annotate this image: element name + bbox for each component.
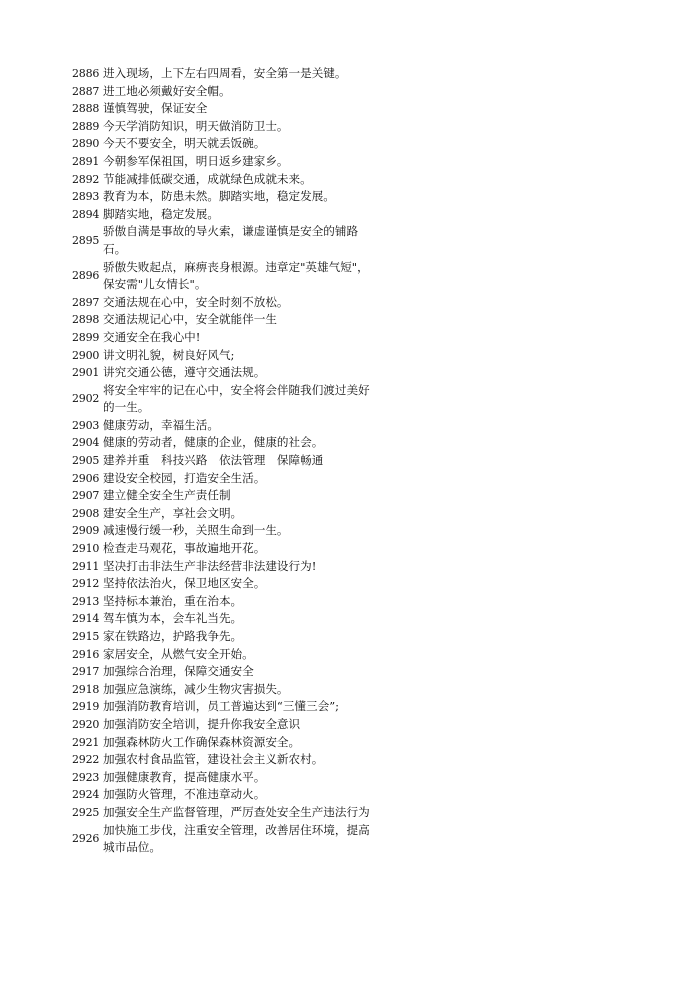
- list-item: [72, 540, 372, 558]
- entry-text: 进工地必须戴好安全帽。: [103, 83, 231, 98]
- entry-text: 加强健康教育，提高健康水平。: [103, 769, 266, 784]
- entry-number: 2903: [72, 418, 100, 432]
- entry-number: 2924: [72, 788, 100, 802]
- list-item: [72, 804, 372, 822]
- entry-text: 交通法规在心中，安全时刻不放松。: [103, 294, 289, 309]
- entry-number: 2897: [72, 295, 100, 309]
- entry-number: 2890: [72, 137, 100, 151]
- list-item: [72, 311, 372, 329]
- list-item: [72, 681, 372, 699]
- entry-text: 进入现场，上下左右四周看，安全第一是关键。: [103, 66, 347, 80]
- list-item: [72, 329, 372, 347]
- list-item: [72, 118, 372, 136]
- list-item: [72, 734, 372, 752]
- entry-number: 2926: [72, 832, 100, 846]
- entry-text: 交通安全在我心中!: [103, 329, 201, 344]
- entry-text: 检查走马观花，事故遍地开花。: [103, 541, 266, 556]
- entry-number: 2904: [72, 436, 100, 450]
- entry-text: 节能减排低碳交通，成就绿色成就未来。: [103, 171, 312, 186]
- list-item: [72, 135, 372, 153]
- entry-number: 2891: [72, 154, 100, 168]
- list-item: [72, 206, 372, 224]
- entry-text: 脚踏实地，稳定发展。: [103, 206, 219, 221]
- entry-number: 2921: [72, 735, 100, 749]
- entry-text: 交通法规记心中，安全就能伴一生: [103, 312, 277, 327]
- entry-number: 2906: [72, 471, 100, 485]
- list-item: [72, 646, 372, 664]
- list-item: [72, 259, 372, 294]
- entry-text: 加强消防安全培训，提升你我安全意识: [103, 716, 301, 731]
- entry-number: 2912: [72, 577, 100, 591]
- list-item: [72, 698, 372, 716]
- entry-number: 2911: [72, 559, 100, 573]
- entry-text: 建安全生产，享社会文明。: [103, 505, 243, 520]
- entry-text: 骄傲失败起点，麻痹丧身根源。违章定"英雄气短"，保安需"儿女情长"。: [103, 259, 369, 292]
- entry-number: 2888: [72, 102, 100, 116]
- entry-number: 2898: [72, 313, 100, 327]
- list-item: [72, 558, 372, 576]
- list-item: [72, 347, 372, 365]
- list-item: [72, 223, 372, 258]
- entry-text: 坚持依法治火，保卫地区安全。: [103, 576, 266, 591]
- entry-number: 2909: [72, 524, 100, 538]
- entry-text: 坚持标本兼治，重在治本。: [103, 593, 243, 608]
- entry-text: 健康劳动，幸福生活。: [103, 417, 219, 432]
- entry-number: 2894: [72, 207, 100, 221]
- entry-number: 2917: [72, 665, 100, 679]
- entry-number: 2918: [72, 682, 100, 696]
- entry-text: 建设安全校园，打造安全生活。: [103, 470, 266, 485]
- entry-number: 2915: [72, 630, 100, 643]
- entry-text: 驾车慎为本，会车礼当先。: [103, 611, 243, 626]
- entry-text: 加强森林防火工作确保森林资源安全。: [103, 734, 301, 749]
- entry-text: 今天不要安全，明天就丢饭碗。: [103, 136, 266, 151]
- entry-text: 教育为本，防患未然。脚踏实地，稳定发展。: [103, 189, 335, 204]
- entry-text: 坚决打击非法生产非法经营非法建设行为!: [103, 558, 317, 573]
- entry-number: 2916: [72, 647, 100, 661]
- entry-text: 减速慢行缓一秒，关照生命到一生。: [103, 523, 289, 538]
- entry-number: 2908: [72, 506, 100, 520]
- list-item: [72, 65, 372, 83]
- entry-number: 2923: [72, 770, 100, 784]
- entry-number: 2910: [72, 542, 100, 556]
- entry-number: 2893: [72, 190, 100, 204]
- entry-number: 2920: [72, 717, 100, 731]
- entry-number: 2907: [72, 489, 100, 503]
- list-item: [72, 822, 372, 857]
- entry-text: 加强应急演练，减少生物灾害损失。: [103, 681, 289, 696]
- list-item: [72, 153, 372, 171]
- list-item: [72, 364, 372, 382]
- entry-text: 今天学消防知识，明天做消防卫士。: [103, 118, 289, 133]
- list-item: [72, 83, 372, 101]
- list-item: [72, 434, 372, 452]
- entry-number: 2914: [72, 612, 100, 626]
- list-item: [72, 593, 372, 611]
- entry-number: 2896: [72, 269, 100, 283]
- entry-number: 2905: [72, 454, 100, 468]
- entry-text: 加强防火管理，不准违章动火。: [103, 787, 266, 802]
- list-item: [72, 716, 372, 734]
- list-item: [72, 522, 372, 540]
- list-item: [72, 100, 372, 118]
- entry-text: 加强安全生产监督管理，严厉查处安全生产违法行为: [103, 804, 370, 819]
- list-item: [72, 294, 372, 312]
- list-item: [72, 382, 372, 417]
- entry-number: 2889: [72, 119, 100, 133]
- entry-number: 2925: [72, 805, 100, 819]
- entry-number: 2902: [72, 392, 100, 406]
- entry-number: 2913: [72, 594, 100, 608]
- entry-text: 加强农村食品监管，建设社会主义新农村。: [103, 752, 324, 767]
- entry-number: 2886: [72, 67, 100, 80]
- list-item: [72, 628, 372, 646]
- entry-text: 加快施工步伐，注重安全管理，改善居住环境，提高城市品位。: [103, 822, 370, 855]
- list-item: [72, 188, 372, 206]
- list-item: [72, 452, 372, 470]
- entry-number: 2895: [72, 234, 100, 248]
- entry-text: 谨慎驾驶，保证安全: [103, 101, 208, 116]
- list-item: [72, 610, 372, 628]
- entry-number: 2900: [72, 348, 100, 362]
- entry-text: 今朝参军保祖国，明日返乡建家乡。: [103, 153, 289, 168]
- list-item: [72, 487, 372, 505]
- entry-number: 2899: [72, 330, 100, 344]
- list-item: [72, 470, 372, 488]
- entry-text: 骄傲自满是事故的导火索，谦虚谨慎是安全的铺路石。: [103, 224, 359, 256]
- entry-number: 2887: [72, 84, 100, 98]
- list-item: [72, 786, 372, 804]
- entry-text: 加强消防教育培训，员工普遍达到“三懂三会”;: [103, 699, 340, 714]
- entry-text: 讲文明礼貌，树良好风气;: [103, 347, 235, 362]
- entry-text: 家在铁路边，护路我争先。: [103, 629, 243, 643]
- entry-text: 将安全牢牢的记在心中，安全将会伴随我们渡过美好的一生。: [103, 382, 370, 415]
- entry-text: 家居安全，从燃气安全开始。: [103, 646, 254, 661]
- entry-number: 2919: [72, 700, 100, 714]
- list-item: [72, 663, 372, 681]
- entry-number: 2922: [72, 753, 100, 767]
- list-item: [72, 769, 372, 787]
- list-item: [72, 171, 372, 189]
- entry-text: 健康的劳动者，健康的企业，健康的社会。: [103, 435, 324, 450]
- entry-number: 2901: [72, 366, 100, 380]
- entry-number: 2892: [72, 172, 100, 186]
- entry-text: 加强综合治理，保障交通安全: [103, 664, 254, 679]
- entry-text: 建立健全安全生产责任制: [103, 488, 231, 503]
- list-item: [72, 417, 372, 435]
- entry-text: 讲究交通公德，遵守交通法规。: [103, 365, 266, 380]
- document-page: [72, 65, 372, 857]
- list-item: [72, 575, 372, 593]
- entry-text: 建养并重 科技兴路 依法管理 保障畅通: [103, 453, 324, 468]
- list-item: [72, 505, 372, 523]
- list-item: [72, 751, 372, 769]
